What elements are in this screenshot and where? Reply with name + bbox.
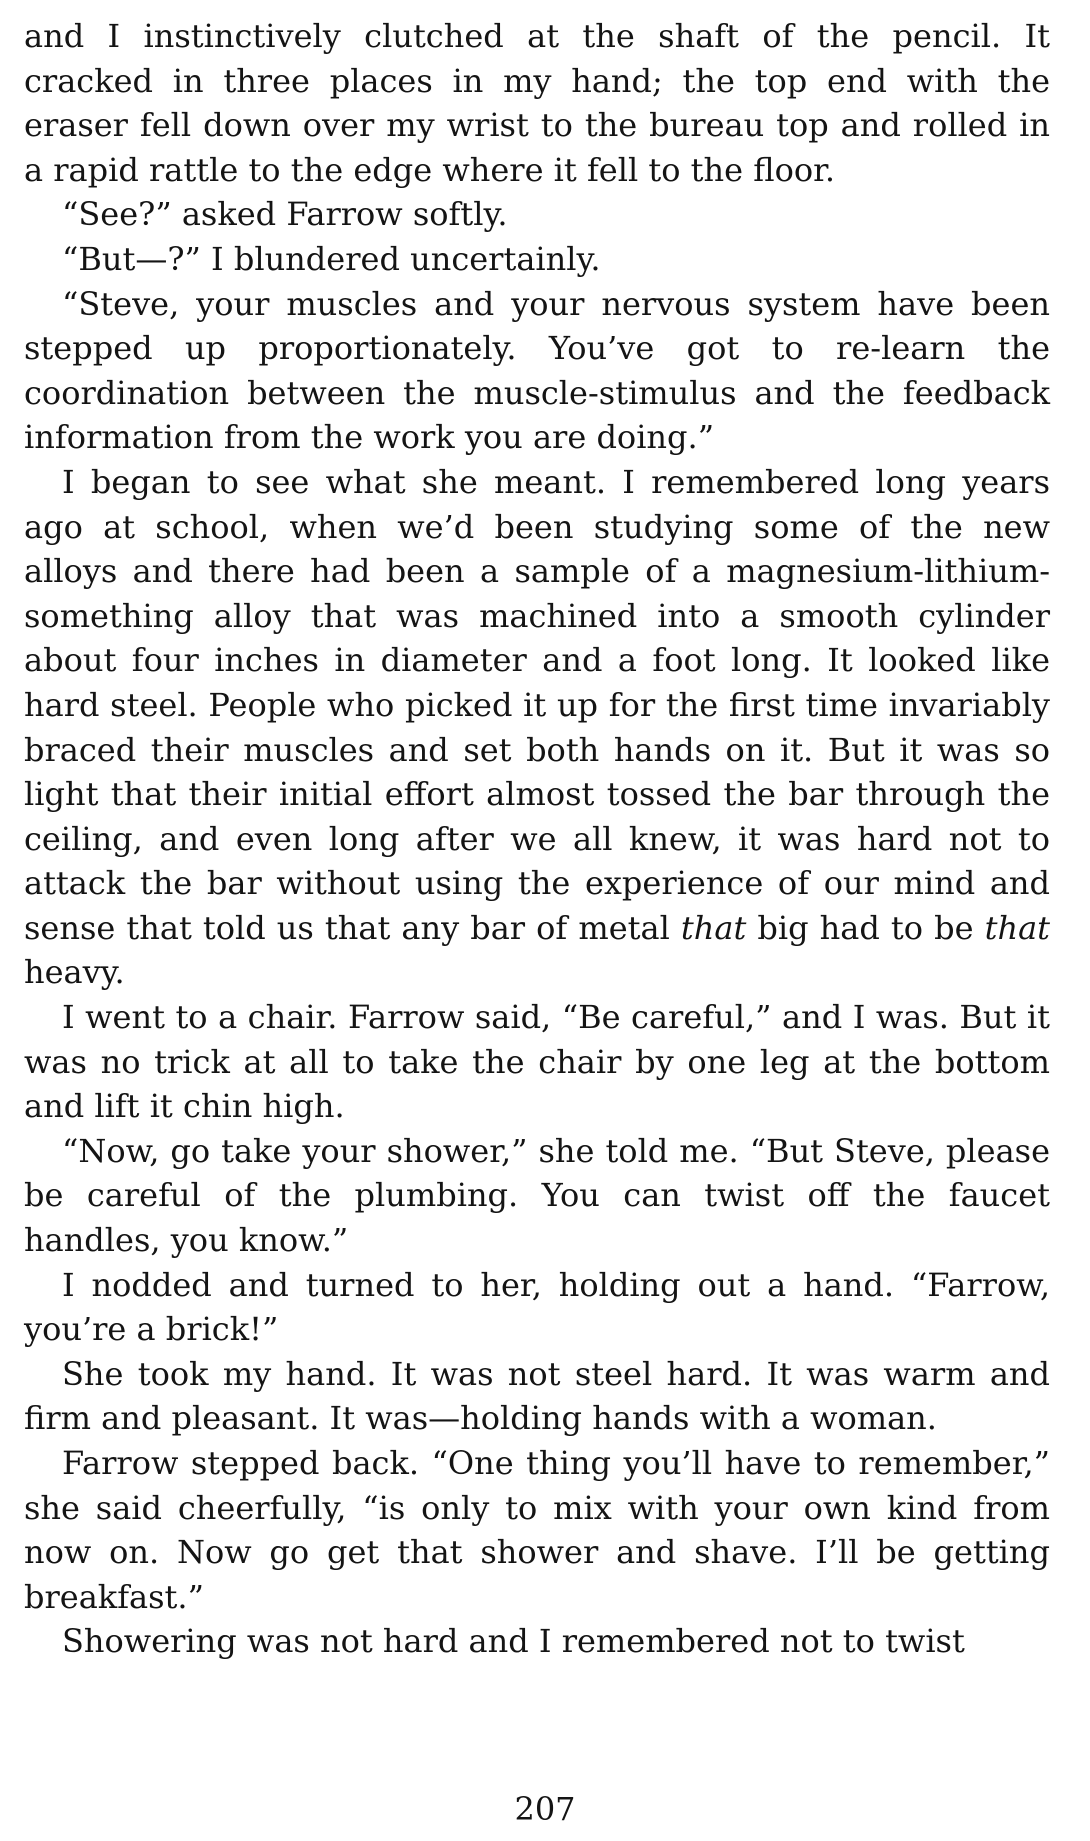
paragraph-text: heavy. (24, 953, 125, 992)
paragraph: I nodded and turned to her, holding out a hand. “Farrow, you’re a brick!” (24, 1265, 1050, 1349)
paragraph: Showering was not hard and I remembered not to twist (62, 1622, 965, 1661)
paragraph-text: big had to be (746, 908, 985, 947)
paragraph: “Now, go take your shower,” she told me. “But Steve, please be careful of the plumbing. You can twist off the faucet handles, you know.” (24, 1131, 1050, 1260)
paragraph: and I instinctively clutched at the shaft of the pencil. It cracked in three places in my hand; the top end with the eraser fell down over my wrist to the bureau top and rolled in a rapid rattle to the edge where it fell to the floor. (24, 17, 1050, 189)
italic-text: that (984, 908, 1051, 947)
paragraph: “But—?” I blundered uncertainly. (62, 239, 601, 278)
paragraph: “See?” asked Farrow softly. (62, 195, 508, 234)
paragraph: “Steve, your muscles and your nervous system have been stepped up proportionately. You’ve got to re-learn the coordination between the muscle-stimulus and the feedback information from the work you are doing.” (24, 284, 1050, 457)
italic-text: that (680, 908, 747, 947)
paragraph (24, 460, 1050, 995)
paragraph: I went to a chair. Farrow said, “Be careful,” and I was. But it was no trick at all to take the chair by one leg at the bottom and lift it chin high. (24, 998, 1050, 1126)
paragraph: Farrow stepped back. “One thing you’ll have to remember,” she said cheerfully, “is only to mix with your own kind from now on. Now go get that shower and shave. I’ll be getting breakfast.” (24, 1444, 1050, 1616)
paragraph: She took my hand. It was not steel hard. It was warm and firm and pleasant. It was—holding hands with a woman. (24, 1354, 1050, 1438)
page-text (24, 14, 1050, 1664)
paragraph-text: I began to see what she meant. I remembered long years ago at school, when we’d been studying some of the new alloys and there had been a sample of a magnesium-lithium-something alloy that was machined into a smooth cylinder about four inches in diameter and a foot long. It looked like hard steel. People who picked it up for the first time invariably braced their muscles and set both hands on it. But it was so light that their initial effort almost tossed the bar through the ceiling, and even long after we all knew, it was hard not to attack the bar without using the experience of our mind and sense that told us that any bar of metal (24, 462, 1050, 947)
page-number: 207 (514, 1790, 576, 1828)
